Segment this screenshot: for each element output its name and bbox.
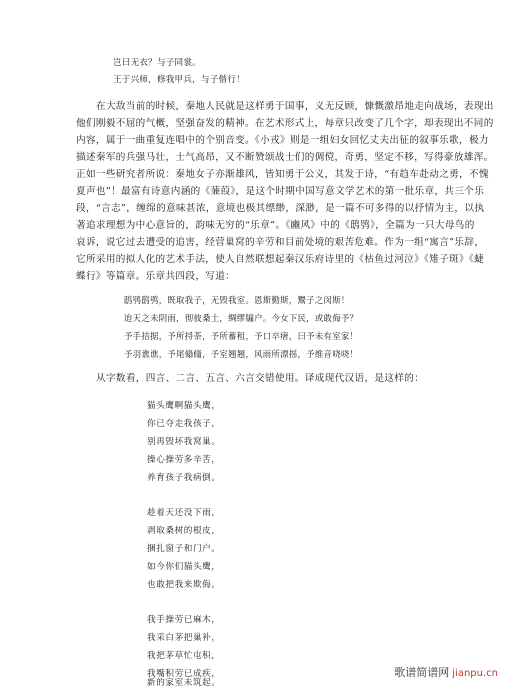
translation-line: 我把茅草忙屯积， (147, 651, 221, 661)
translation-line: 趁着天还没下雨， (147, 508, 221, 518)
translation-line: 我嘴积劳已成疾， (147, 669, 221, 679)
paragraph-line: 正如一些研究者所说：秦地女子亦渐雄风，皆知勇于公义，其发于诗，“有趋车赴动之勇，不愧 (76, 169, 489, 180)
paragraph-line: 蝶行》等篇章。乐章共四段，写道： (76, 271, 236, 282)
paragraph-line: 他们刚毅不屈的气概，坚强奋发的精神。在艺术形式上，每章只改变了几个字，却表现出不同的 (76, 118, 494, 129)
translation-line: 养育孩子我病倒。 (147, 473, 221, 483)
paragraph-line: 从字数看，四言、二言、五言、六言交错使用。译成现代汉语，是这样的： (96, 373, 425, 384)
translation-line: 剥取桑树的根皮， (147, 526, 221, 536)
translation-line: 你已夺走我孩子， (147, 419, 221, 429)
translation-line: 新的家室未筑起。 (147, 678, 221, 689)
paragraph-line: 哀诉，说它过去遭受的追害，经营巢窝的辛劳和目前处境的艰苦危难。作为一组“寓言”乐辞， (76, 237, 485, 248)
translation-line: 也敢把我来欺侮。 (147, 580, 221, 590)
paragraph-line: 夏声也”！最富有诗意内涵的《蒹葭》，是这个时期中国写意文学艺术的第一批乐章，共三个乐 (76, 186, 485, 197)
quoted-poem-line: 予羽谯谯，予尾翛翛，予室翘翘，风雨所漂摇，予维音哓哓！ (124, 349, 359, 359)
quoted-poem-line: 予手拮据，予所捋荼，予所蓄租，予口卒瘏，曰予未有室家！ (124, 331, 359, 341)
translation-line: 捆扎窗子和门户。 (147, 544, 221, 554)
watermark-url: jianpu.cn (452, 668, 498, 679)
site-watermark (394, 664, 498, 680)
epigraph-line: 王于兴师，修我甲兵，与子偕行！ (113, 75, 245, 85)
paragraph-line: 段，“言志”，缠绵的意味甚浓，意境也极其缥缈，深渺，是一篇不可多得的以抒情为主，以执 (76, 203, 485, 214)
translation-line: 我手操劳已麻木， (147, 615, 221, 625)
epigraph-line: 岂曰无衣？与子同裳。 (113, 58, 201, 68)
paragraph-line: 在大敌当前的时候，秦地人民就是这样勇于国事，义无反顾，慷慨激昂地走向战场，表现出 (96, 101, 494, 112)
quoted-poem-line: 鸱鸮鸱鸮，既取我子，无毁我室。恩斯勤斯，鬻子之闵斯！ (124, 295, 350, 305)
paragraph-line: 著追求理想为中心意旨的，韵味无穷的“乐章”。《豳风》中的《鸱鸮》，全篇为一只大母鸟的 (76, 220, 475, 231)
quoted-poem-line: 迨天之未阴雨，彻彼桑土，绸缪牖户。今女下民，或敢侮予？ (124, 313, 359, 323)
translation-line: 我采白茅把巢补， (147, 633, 221, 643)
paragraph-line: 描述秦军的兵强马壮，士气高昂，又不断赞颂战士们的倜傥，奇勇，坚定不移，写得豪放雄浑。 (76, 152, 494, 163)
translation-line: 如今你们猫头鹰， (147, 562, 221, 572)
translation-line: 别再毁坏我窝巢。 (147, 437, 221, 447)
translation-line: 猫头鹰啊猫头鹰， (147, 401, 221, 411)
translation-line: 操心操劳多辛苦， (147, 455, 221, 465)
watermark-text: 歌谱简谱网 (394, 666, 450, 679)
paragraph-line: 内容，属于一曲重复连唱中的个别音变。《小戎》则是一组妇女回忆丈夫出征的叙事乐歌，极力 (76, 135, 489, 146)
paragraph-line: 它所采用的拟人化的艺术手法，使人自然联想起秦汉乐府诗里的《枯鱼过河泣》《雉子斑》《蜨 (76, 254, 485, 265)
